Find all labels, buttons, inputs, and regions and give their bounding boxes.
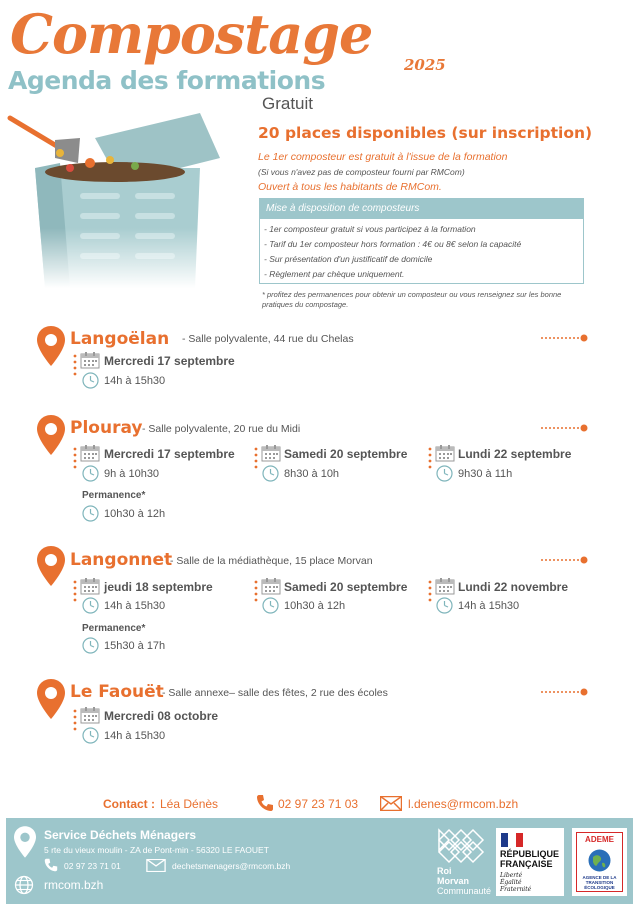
ademe-logo: ADEME AGENCE DE LA TRANSITION ÉCOLOGIQUE	[572, 828, 627, 896]
open-to-text: Ouvert à tous les habitants de RMCom.	[258, 181, 442, 193]
dots-icon	[428, 580, 432, 604]
session-time: 14h à 15h30	[104, 600, 166, 612]
phone-icon	[256, 794, 274, 812]
envelope-icon	[380, 796, 402, 811]
website-link[interactable]: rmcom.bzh	[44, 878, 104, 892]
session-time: 14h à 15h30	[104, 730, 166, 742]
calendar-icon	[261, 444, 281, 462]
dots-icon	[254, 580, 258, 604]
permanence-time: 15h30 à 17h	[104, 640, 166, 652]
clock-icon	[262, 465, 279, 482]
globe-icon	[14, 875, 34, 895]
permanence-time: 10h30 à 12h	[104, 508, 166, 520]
session-date: Mercredi 08 octobre	[104, 709, 219, 723]
clock-icon	[82, 372, 99, 389]
page-subtitle: Agenda des formations	[8, 66, 326, 95]
session-time: 9h à 10h30	[104, 468, 160, 480]
flag-icon	[501, 833, 523, 847]
box-line: - Tarif du 1er composteur hors formation : 4€ ou 8€ selon la capacité	[264, 239, 522, 249]
box-line: - Sur présentation d'un justificatif de domicile	[264, 254, 433, 264]
dots-icon	[428, 447, 432, 471]
envelope-icon	[146, 859, 166, 872]
clock-icon	[436, 597, 453, 614]
footnote: * profitez des permanences pour obtenir un composteur ou vous renseignez sur les bonne pratiques du compostage.	[262, 290, 562, 309]
calendar-icon	[435, 444, 455, 462]
calendar-icon	[80, 444, 100, 462]
first-composter-note: (Si vous n'avez pas de composteur fourni par RMCom)	[258, 167, 465, 177]
clock-icon	[82, 727, 99, 744]
calendar-icon	[80, 706, 100, 724]
dotted-line-icon	[540, 334, 588, 342]
permanence-label: Permanence*	[82, 490, 146, 501]
session-date: jeudi 18 septembre	[104, 580, 213, 594]
session-date: Mercredi 17 septembre	[104, 447, 235, 461]
dots-icon	[73, 580, 77, 604]
free-label: Gratuit	[262, 94, 314, 113]
permanence-label: Permanence*	[82, 623, 146, 634]
box-title: Mise à disposition de composteurs	[260, 199, 583, 219]
rmcom-logo-text: Roi Morvan Communauté	[437, 866, 492, 896]
session-date: Lundi 22 novembre	[458, 580, 569, 594]
service-email[interactable]: dechetsmenagers@rmcom.bzh	[172, 861, 291, 871]
map-pin-icon	[37, 415, 65, 455]
session-time: 14h à 15h30	[458, 600, 520, 612]
dots-icon	[73, 354, 77, 378]
location-address: - Salle polyvalente, 44 rue du Chelas	[182, 333, 354, 345]
clock-icon	[262, 597, 279, 614]
calendar-icon	[80, 577, 100, 595]
dots-icon	[73, 709, 77, 733]
session-date: Mercredi 17 septembre	[104, 354, 235, 368]
location-address: - Salle annexe– salle des fêtes, 2 rue des écoles	[162, 687, 388, 699]
globe-icon	[587, 848, 612, 873]
location-name: Plouray	[70, 418, 143, 438]
location-name: Langoëlan	[70, 329, 170, 349]
location-address: - Salle polyvalente, 20 rue du Midi	[142, 423, 301, 435]
session-date: Lundi 22 septembre	[458, 447, 572, 461]
service-address: 5 rte du vieux moulin - ZA de Pont-min - 56320 LE FAOUET	[44, 845, 269, 855]
dots-icon	[73, 447, 77, 471]
page-title: Compostage	[10, 2, 373, 66]
rmcom-logo-icon	[437, 828, 487, 864]
dotted-line-icon	[540, 556, 588, 564]
session-time: 10h30 à 12h	[284, 600, 346, 612]
clock-icon	[82, 597, 99, 614]
session-time: 8h30 à 10h	[284, 468, 340, 480]
session-time: 14h à 15h30	[104, 375, 166, 387]
contact-email[interactable]: l.denes@rmcom.bzh	[408, 797, 519, 811]
session-date: Samedi 20 septembre	[284, 580, 408, 594]
map-pin-icon	[37, 326, 65, 366]
clock-icon	[82, 637, 99, 654]
composter-info-box	[259, 198, 584, 284]
phone-icon	[44, 858, 58, 872]
map-pin-icon	[37, 546, 65, 586]
session-time: 9h30 à 11h	[458, 468, 513, 480]
location-name: Langonnet	[70, 550, 173, 570]
clock-icon	[82, 505, 99, 522]
contact-label: Contact :	[103, 797, 155, 811]
dotted-line-icon	[540, 424, 588, 432]
service-title: Service Déchets Ménagers	[44, 828, 197, 842]
contact-name: Léa Dénès	[160, 797, 219, 811]
year-label: 2025	[404, 56, 446, 74]
composter-illustration	[0, 108, 250, 288]
map-pin-icon	[14, 826, 36, 858]
box-line: - Règlement par chèque uniquement.	[264, 269, 405, 279]
clock-icon	[82, 465, 99, 482]
contact-phone[interactable]: 02 97 23 71 03	[278, 797, 359, 811]
dotted-line-icon	[540, 688, 588, 696]
session-date: Samedi 20 septembre	[284, 447, 408, 461]
calendar-icon	[80, 351, 100, 369]
location-address: - Salle de la médiathèque, 15 place Morvan	[170, 555, 373, 567]
first-composter-text: Le 1er composteur est gratuit à l'issue de la formation	[258, 151, 508, 163]
dots-icon	[254, 447, 258, 471]
places-available: 20 places disponibles (sur inscription)	[258, 124, 593, 142]
republique-francaise-logo: RÉPUBLIQUE FRANÇAISE Liberté Égalité Fraternité	[496, 828, 564, 896]
box-line: - 1er composteur gratuit si vous participez à la formation	[264, 224, 476, 234]
clock-icon	[436, 465, 453, 482]
map-pin-icon	[37, 679, 65, 719]
calendar-icon	[435, 577, 455, 595]
service-phone[interactable]: 02 97 23 71 01	[64, 861, 121, 871]
location-name: Le Faouët	[70, 682, 164, 702]
calendar-icon	[261, 577, 281, 595]
